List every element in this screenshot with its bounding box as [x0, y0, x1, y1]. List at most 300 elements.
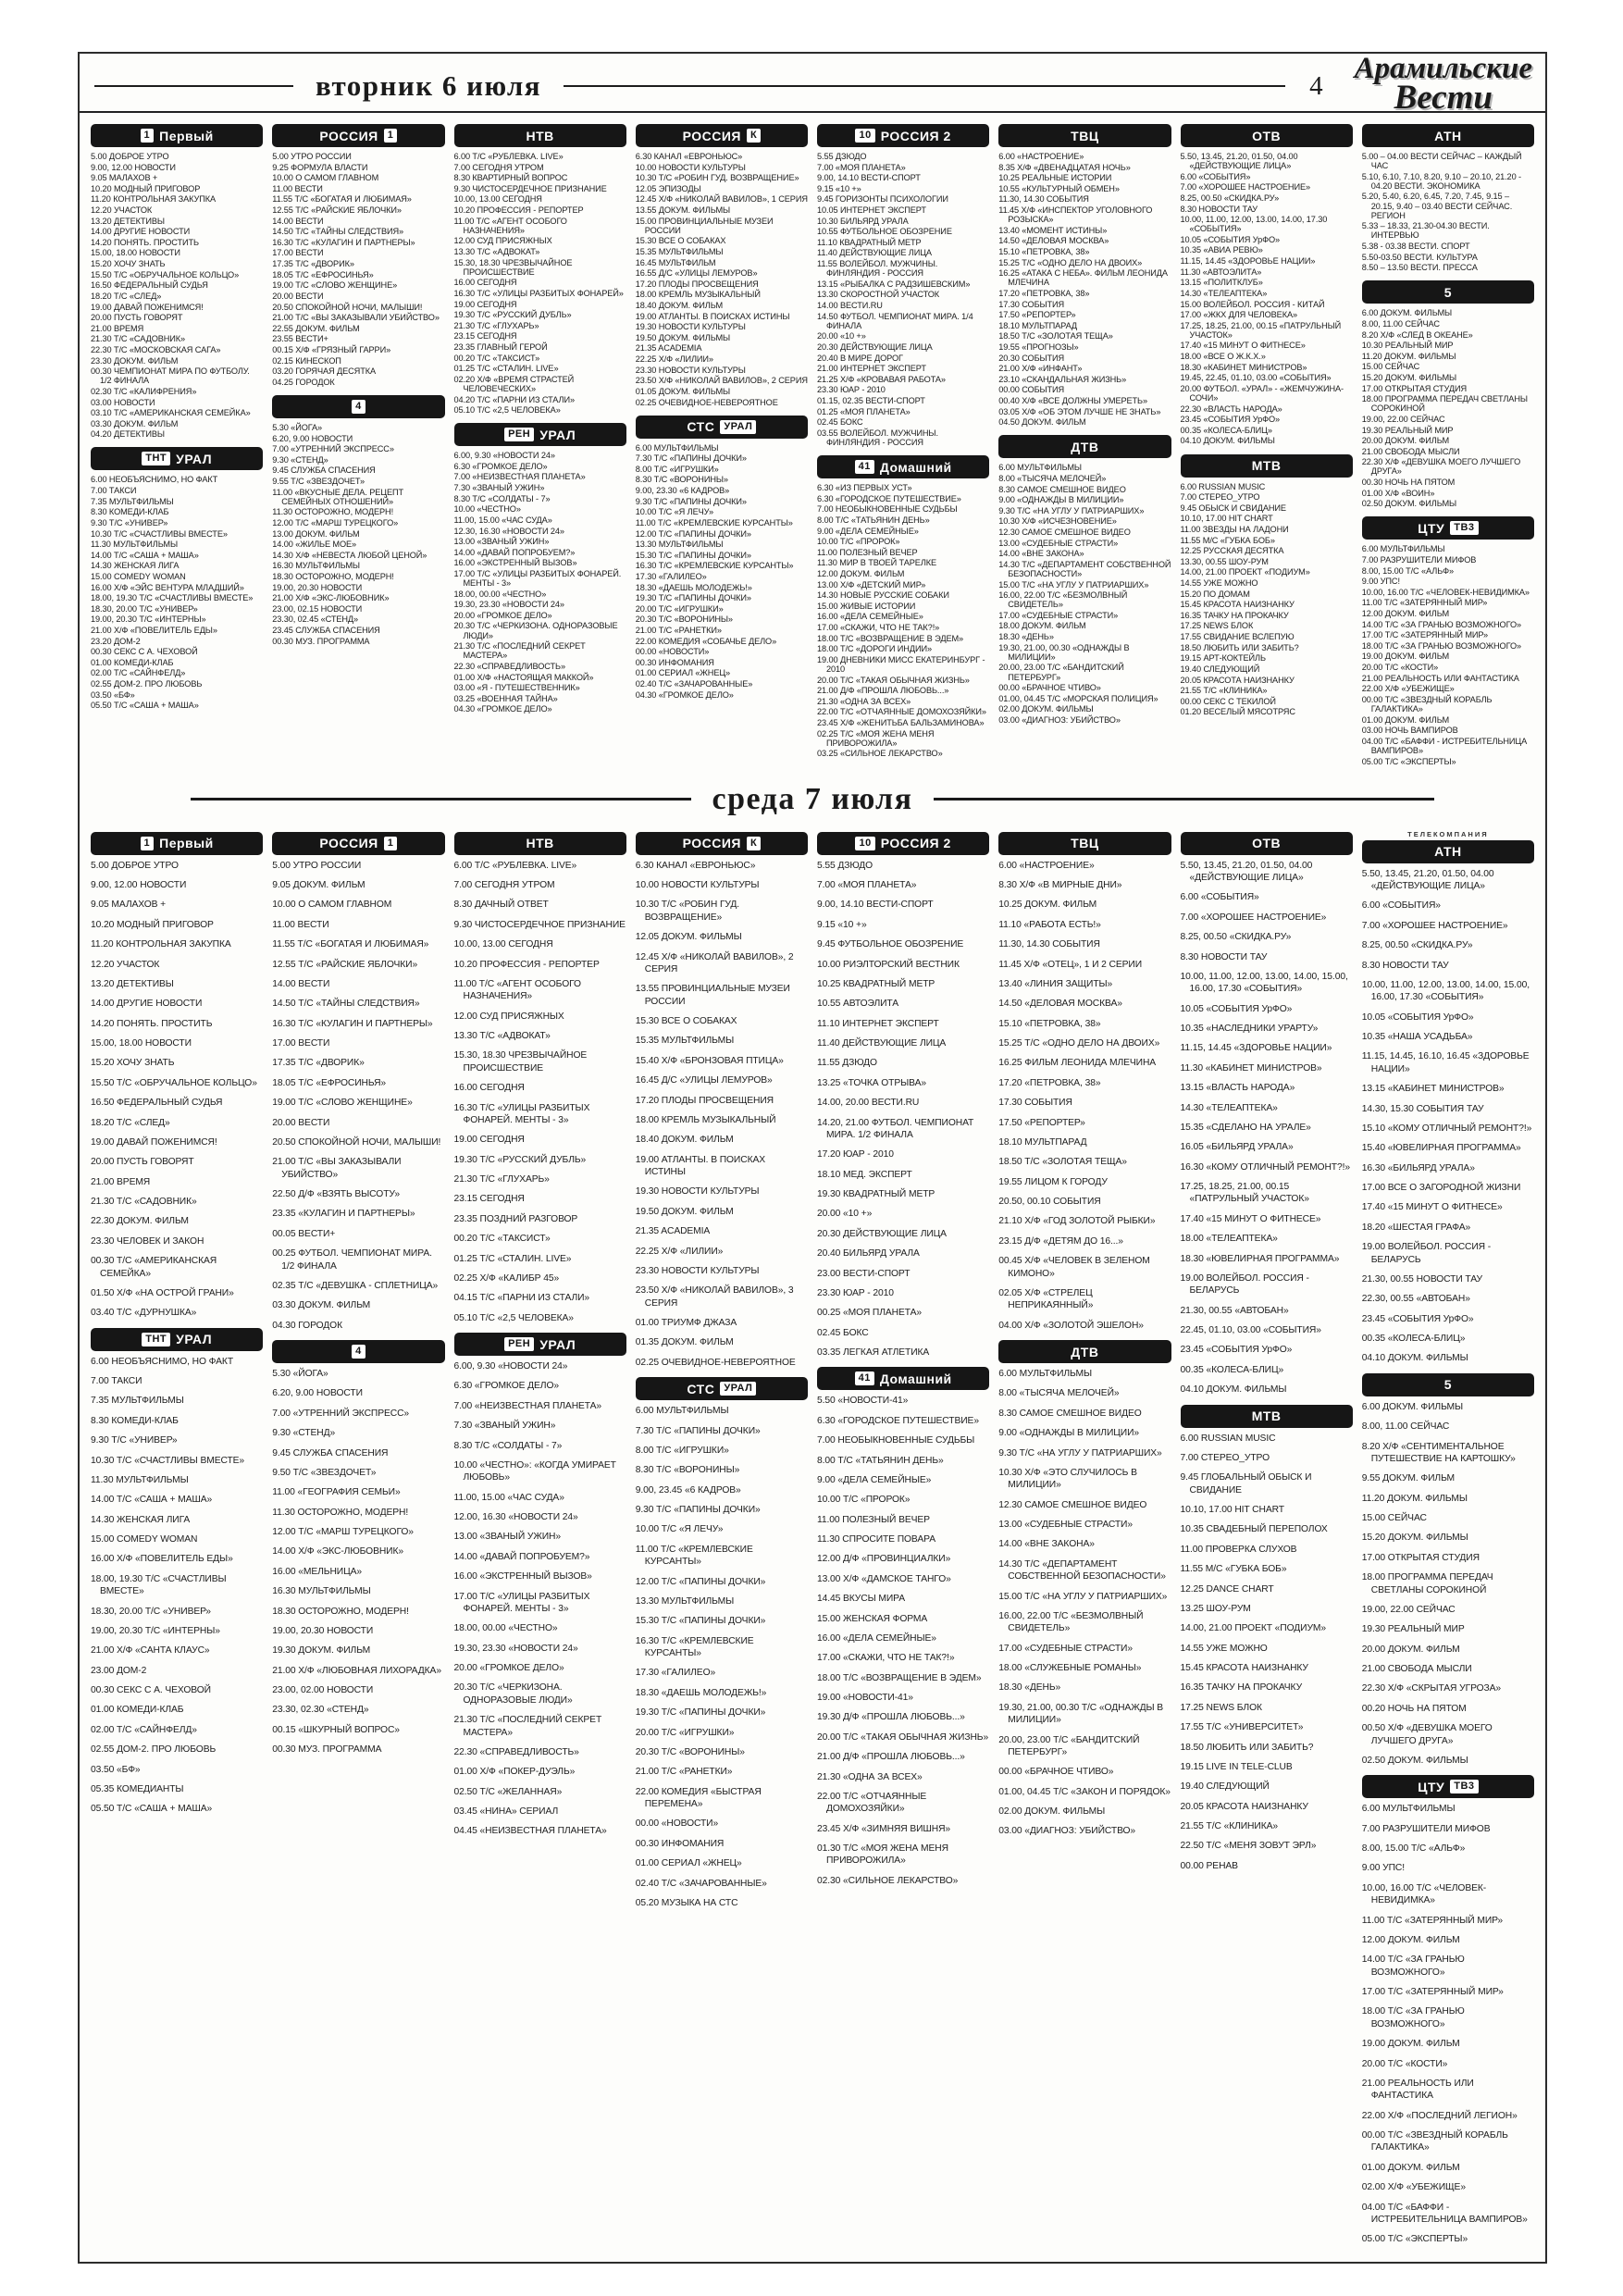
program-item: 12.00 Т/С «ПАПИНЫ ДОЧКИ»	[635, 1576, 766, 1587]
program-item: 21.30, 00.55 «АВТОБАН»	[1180, 1305, 1289, 1316]
program-item: 02.40 Т/С «ЗАЧАРОВАННЫЕ»	[635, 1878, 767, 1889]
program-item: 10.00 «ЧЕСТНО»	[453, 504, 521, 515]
program-item: 17.00 «СУДЕБНЫЕ СТРАСТИ»	[998, 610, 1119, 620]
program-item: 7.00 «ХОРОШЕЕ НАСТРОЕНИЕ»	[1361, 920, 1508, 931]
program-item: 8.30 Х/Ф «В МИРНЫЕ ДНИ»	[998, 880, 1122, 891]
channel-logo-badge: ТВ3	[1450, 521, 1478, 535]
program-item: 7.30 «ЗВАНЫЙ УЖИН»	[453, 483, 545, 493]
program-item: 02.00 ДОКУМ. ФИЛЬМЫ	[998, 704, 1094, 714]
program-item: 13.00 «СУДЕБНЫЕ СТРАСТИ»	[998, 1520, 1133, 1531]
program-item: 13.25 «ТОЧКА ОТРЫВА»	[817, 1077, 926, 1088]
channel-name: ЦТУ	[1418, 1779, 1445, 1794]
program-item: 23.10 «СКАНДАЛЬНАЯ ЖИЗНЬ»	[998, 374, 1127, 384]
program-item: 21.00 Т/С «РАНЕТКИ»	[635, 625, 722, 635]
channel-block	[817, 455, 989, 758]
program-item: 03.00 НОВОСТИ	[91, 397, 155, 407]
program-item: 12.00 ДОКУМ. ФИЛЬМ	[1361, 609, 1450, 619]
channel-block	[454, 423, 626, 714]
program-item: 6.30 КАНАЛ «ЕВРОНЬЮС»	[635, 152, 743, 161]
program-item: 02.25 Х/Ф «КАЛИБР 45»	[453, 1272, 560, 1284]
page-title: вторник 6 июля	[316, 69, 542, 102]
program-item: 10.30 Т/С «СЧАСТЛИВЫ ВМЕСТЕ»	[91, 1455, 245, 1466]
channel-header	[1181, 1405, 1353, 1428]
program-item: 19.00 СЕГОДНЯ	[453, 299, 517, 309]
program-item: 13.00 Х/Ф «ДЕТСКИЙ МИР»	[817, 579, 926, 590]
program-item: 8.30 Т/С «ВОРОНИНЫ»	[635, 475, 728, 485]
program-item: 16.00, 22.00 Т/С «БЕЗМОЛВНЫЙ СВИДЕТЕЛЬ»	[998, 1610, 1144, 1634]
program-item: 11.00 Т/С «АГЕНТ ОСОБОГО НАЗНАЧЕНИЯ»	[453, 216, 567, 235]
channel-block	[1362, 830, 1534, 1365]
program-item: 14.00 «ВНЕ ЗАКОНА»	[998, 1539, 1095, 1550]
program-list	[998, 1368, 1171, 1838]
program-item: 22.50 Т/С «МЕНЯ ЗОВУТ ЭРЛ»	[1180, 1841, 1317, 1852]
program-item: 02.25 ОЧЕВИДНОЕ-НЕВЕРОЯТНОЕ	[635, 1357, 796, 1368]
program-item: 18.00 ПРОГРАММА ПЕРЕДАЧ СВЕТЛАНЫ СОРОКИНОЙ	[1361, 394, 1528, 414]
program-item: 7.00 «МОЯ ПЛАНЕТА»	[817, 162, 906, 172]
program-item: 18.30 «ЮВЕЛИРНАЯ ПРОГРАММА»	[1180, 1253, 1340, 1264]
program-item: 02.00 ДОКУМ. ФИЛЬМЫ	[998, 1806, 1106, 1818]
program-list	[454, 152, 626, 415]
program-item: 20.00 ПУСТЬ ГОВОРЯТ	[91, 1157, 194, 1168]
channel-name: ДТВ	[1071, 1344, 1099, 1359]
program-item: 00.45 Х/Ф «ЧЕЛОВЕК В ЗЕЛЕНОМ КИМОНО»	[998, 1256, 1150, 1279]
program-item: 23.45 «СОБЫТИЯ УрФО»	[1361, 1313, 1474, 1324]
program-item: 18.30 «ДАЕШЬ МОЛОДЕЖЬ!»	[635, 582, 752, 592]
program-item: 19.00, 22.00 СЕЙЧАС	[1361, 1604, 1456, 1615]
program-item: 19.30 КВАДРАТНЫЙ МЕТР	[817, 1189, 935, 1200]
program-item: 00.05 ВЕСТИ+	[272, 1228, 336, 1239]
program-item: 9.00 УПС!	[1361, 577, 1400, 587]
program-item: 15.30, 18.30 ЧРЕЗВЫЧАЙНОЕ ПРОИСШЕСТВИЕ	[453, 257, 573, 277]
program-item: 14.20, 21.00 ФУТБОЛ. ЧЕМПИОНАТ МИРА. 1/2 ФИНАЛА	[817, 1117, 974, 1140]
program-item: 17.55 СВИДАНИЕ ВСЛЕПУЮ	[1180, 632, 1295, 642]
program-item: 04.20 Т/С «ПАРНИ ИЗ СТАЛИ»	[453, 394, 575, 404]
program-item: 10.30 Т/С «СЧАСТЛИВЫ ВМЕСТЕ»	[91, 528, 228, 539]
program-item: 20.30 Т/С «ВОРОНИНЫ»	[635, 614, 733, 625]
program-item: 7.00 НЕОБЫКНОВЕННЫЕ СУДЬБЫ	[817, 504, 958, 515]
program-item: 15.30 Т/С «ПАПИНЫ ДОЧКИ»	[635, 1616, 766, 1627]
channel-block	[454, 124, 626, 415]
program-item: 10.20 МОДНЫЙ ПРИГОВОР	[91, 919, 214, 930]
program-item: 15.00 Т/С «НА УГЛУ У ПАТРИАРШИХ»	[998, 1591, 1168, 1602]
program-item: 12.30 САМОЕ СМЕШНОЕ ВИДЕО	[998, 1499, 1147, 1510]
program-item: 23.15 СЕГОДНЯ	[453, 331, 517, 341]
program-item: 02.30 «СИЛЬНОЕ ЛЕКАРСТВО»	[817, 1875, 959, 1886]
program-item: 23.30 НОВОСТИ КУЛЬТУРЫ	[635, 365, 746, 375]
program-item: 03.50 «БФ»	[91, 1764, 141, 1775]
program-item: 12.45 Х/Ф «НИКОЛАЙ ВАВИЛОВ», 1 СЕРИЯ	[635, 194, 808, 205]
program-item: 01.00 Х/Ф «ВОИН»	[1361, 488, 1435, 498]
channel-logo-badge: РЕН	[504, 428, 534, 441]
program-item: 18.40 ДОКУМ. ФИЛЬМ	[635, 1135, 734, 1146]
program-item: 14.00 ДРУГИЕ НОВОСТИ	[91, 999, 203, 1010]
program-item: 13.00 Х/Ф «ДАМСКОЕ ТАНГО»	[817, 1573, 951, 1584]
program-item: 19.00 СЕГОДНЯ	[453, 1135, 525, 1146]
program-item: 8.30 НОВОСТИ ТАУ	[1361, 960, 1449, 971]
program-item: 9.30 «СТЕНД»	[272, 1428, 336, 1439]
program-item: 10.00, 11.00, 12.00, 13.00, 14.00, 15.00, 16.00, 17.30 «СОБЫТИЯ»	[1180, 971, 1348, 995]
program-item: 00.50 Х/Ф «ДЕВУШКА МОЕГО ЛУЧШЕГО ДРУГА»	[1361, 1723, 1493, 1746]
program-item: 20.05 КРАСОТА НАИЗНАНКУ	[1180, 1801, 1308, 1812]
program-item: 16.30 Т/С «КРЕМЛЕВСКИЕ КУРСАНТЫ»	[635, 1635, 754, 1659]
program-item: 14.00 Х/Ф «ЭКС-ЛЮБОВНИК»	[272, 1546, 404, 1558]
program-item: 21.30 Т/С «ПОСЛЕДНИЙ СЕКРЕТ МАСТЕРА»	[453, 1715, 602, 1738]
program-item: 8.00, 11.00 СЕЙЧАС	[1361, 318, 1440, 329]
program-item: 05.00 Т/С «ЭКСПЕРТЫ»	[1361, 2234, 1468, 2245]
masthead	[1354, 52, 1536, 118]
program-item: 03.35 ЛЕГКАЯ АТЛЕТИКА	[817, 1347, 930, 1359]
program-item: 14.00, 21.00 ПРОЕКТ «ПОДИУМ»	[1180, 1623, 1327, 1634]
program-item: 02.00 Х/Ф «УБЕЖИЩЕ»	[1361, 2182, 1466, 2193]
program-item: 17.00 ОТКРЫТАЯ СТУДИЯ	[1361, 383, 1468, 393]
program-item: 00.30 ИНФОМАНИЯ	[635, 657, 714, 667]
channel-name: ТВЦ	[1071, 128, 1099, 143]
program-item: 01.25 Т/С «СТАЛИН. LIVE»	[453, 364, 559, 374]
channel-block	[1362, 1775, 1534, 2245]
program-item: 03.45 «НИНА» СЕРИАЛ	[453, 1806, 559, 1818]
program-item: 16.00 Х/Ф «ПОВЕЛИТЕЛЬ ЕДЫ»	[91, 1554, 233, 1565]
program-list	[636, 860, 808, 1370]
channel-name: Домашний	[879, 459, 952, 475]
program-item: 17.40 «15 МИНУТ О ФИТНЕСЕ»	[1361, 1202, 1503, 1213]
program-item: 01.00, 04.45 Т/С «МОРСКАЯ ПОЛИЦИЯ»	[998, 693, 1158, 703]
program-item: 8.25, 00.50 «СКИДКА.РУ»	[1361, 940, 1473, 951]
program-item: 14.00 Т/С «САША + МАША»	[91, 1495, 213, 1506]
channel-block	[1181, 1405, 1353, 1873]
program-item: 16.00 Х/Ф «ЭЙС ВЕНТУРА МЛАДШИЙ»	[91, 582, 244, 592]
program-item: 12.05 ДОКУМ. ФИЛЬМЫ	[635, 932, 742, 943]
program-item: 15.20 ХОЧУ ЗНАТЬ	[91, 259, 166, 269]
channel-name: АТН	[1434, 844, 1462, 860]
program-item: 04.00 Т/С «БАФФИ - ИСТРЕБИТЕЛЬНИЦА ВАМПИРОВ»	[1361, 736, 1528, 755]
program-item: 00.25 «МОЯ ПЛАНЕТА»	[817, 1308, 922, 1319]
program-list	[1362, 868, 1534, 1365]
program-item: 22.30 «СПРАВЕДЛИВОСТЬ»	[453, 661, 565, 671]
divider-rule-left	[191, 798, 691, 800]
program-item: 5.00 УТРО РОССИИ	[272, 152, 352, 161]
program-item: 04.50 ДОКУМ. ФИЛЬМ	[998, 417, 1086, 428]
program-item: 23.50 Х/Ф «НИКОЛАЙ ВАВИЛОВ», 3 СЕРИЯ	[635, 1285, 794, 1309]
program-item: 10.25 РЕАЛЬНЫЕ ИСТОРИИ	[998, 173, 1112, 183]
program-item: 15.35 «СДЕЛАНО НА УРАЛЕ»	[1180, 1122, 1311, 1133]
program-item: 00.20 Т/С «ТАКСИСТ»	[453, 1234, 551, 1245]
program-item: 18.20 Т/С «СЛЕД»	[91, 1117, 170, 1128]
program-item: 15.40 «ЮВЕЛИРНАЯ ПРОГРАММА»	[1361, 1143, 1521, 1154]
channel-name: РОССИЯ	[682, 128, 741, 143]
program-item: 03.00 «Я - ПУТЕШЕСТВЕННИК»	[453, 683, 580, 693]
program-item: 16.30 МУЛЬТФИЛЬМЫ	[272, 1586, 371, 1597]
program-item: 23.00 ВЕСТИ-СПОРТ	[817, 1268, 911, 1279]
program-item: 7.00 «ХОРОШЕЕ НАСТРОЕНИЕ»	[1180, 182, 1310, 192]
program-item: 17.25, 18.25, 21.00, 00.15 «ПАТРУЛЬНЫЙ УЧАСТОК»	[1180, 1182, 1309, 1205]
program-item: 19.30 НОВОСТИ КУЛЬТУРЫ	[635, 1186, 760, 1198]
program-item: 5.50, 13.45, 21.20, 01.50, 04.00 «ДЕЙСТВУЮЩИЕ ЛИЦА»	[1361, 868, 1494, 892]
program-item: 04.30 ГОРОДОК	[272, 1320, 342, 1331]
program-item: 04.10 ДОКУМ. ФИЛЬМЫ	[1361, 1353, 1468, 1364]
program-item: 10.00 Т/С «ПРОРОК»	[817, 537, 900, 547]
program-item: 02.35 Т/С «ДЕВУШКА - СПЛЕТНИЦА»	[272, 1280, 439, 1291]
program-item: 15.00 ПРОВИНЦИАЛЬНЫЕ МУЗЕИ РОССИИ	[635, 216, 774, 235]
program-item: 15.20 ПО ДОМАМ	[1180, 589, 1250, 599]
program-item: 16.00 «ЭКСТРЕННЫЙ ВЫЗОВ»	[453, 1571, 592, 1582]
program-item: 10.00 Т/С «Я ЛЕЧУ»	[635, 507, 713, 517]
program-item: 8.20 Х/Ф «СЛЕД В ОКЕАНЕ»	[1361, 329, 1473, 340]
program-item: 11.30 СПРОСИТЕ ПОВАРА	[817, 1534, 935, 1545]
program-item: 23.30 ЧЕЛОВЕК И ЗАКОН	[91, 1235, 204, 1247]
program-item: 23.20 ДОМ-2	[91, 636, 141, 646]
channel-column	[91, 830, 263, 1824]
program-item: 9.00, 23.45 «6 КАДРОВ»	[635, 1484, 741, 1496]
program-item: 14.50 Т/С «ТАЙНЫ СЛЕДСТВИЯ»	[272, 999, 420, 1010]
channel-logo-badge: 1	[384, 129, 398, 143]
program-item: 19.00 АТЛАНТЫ. В ПОИСКАХ ИСТИНЫ	[635, 311, 790, 321]
program-item: 18.40 ДОКУМ. ФИЛЬМ	[635, 301, 724, 311]
program-item: 21.00 Т/С «РАНЕТКИ»	[635, 1767, 733, 1778]
program-item: 10.20 ПРОФЕССИЯ - РЕПОРТЕР	[453, 205, 584, 216]
channel-logo-badge: 1	[141, 129, 155, 143]
program-item: 18.10 МЕД. ЭКСПЕРТ	[817, 1169, 912, 1180]
program-item: 17.00 Т/С «ЗАТЕРЯННЫЙ МИР»	[1361, 630, 1488, 640]
program-item: 6.00 RUSSIAN MUSIC	[1180, 481, 1266, 491]
program-item: 22.30 Х/Ф «СКРЫТАЯ УГРОЗА»	[1361, 1683, 1502, 1694]
program-item: 17.00 «СКАЖИ, ЧТО НЕ ТАК?!»	[817, 622, 940, 632]
program-item: 21.00 Т/С «ВЫ ЗАКАЗЫВАЛИ УБИЙСТВО»	[272, 1157, 402, 1180]
channel-block	[272, 1340, 444, 1756]
program-item: 7.00 «УТРЕННИЙ ЭКСПРЕСС»	[272, 444, 394, 454]
channel-header	[454, 423, 626, 446]
program-item: 17.00 Т/С «УЛИЦЫ РАЗБИТЫХ ФОНАРЕЙ. МЕНТЫ - 3»	[453, 568, 622, 589]
program-item: 19.00 Т/С «СЛОВО ЖЕНЩИНЕ»	[272, 280, 398, 291]
channel-header	[454, 832, 626, 855]
program-item: 23.35 ПОЗДНИЙ РАЗГОВОР	[453, 1213, 578, 1224]
program-item: 16.00, 22.00 Т/С «БЕЗМОЛВНЫЙ СВИДЕТЕЛЬ»	[998, 590, 1128, 610]
channel-column	[636, 830, 808, 1918]
program-list	[1362, 152, 1534, 272]
program-item: 18.50 Т/С «ЗОЛОТАЯ ТЕЩА»	[998, 331, 1113, 341]
program-item: 23.15 Д/Ф «ДЕТЯМ ДО 16...»	[998, 1235, 1123, 1247]
channel-header	[998, 832, 1171, 855]
program-item: 01.00 ТРИУМФ ДЖАЗА	[635, 1318, 737, 1329]
program-item: 19.30 Т/С «ПАПИНЫ ДОЧКИ»	[635, 593, 751, 603]
program-item: 8.30 КОМЕДИ-КЛАБ	[91, 1415, 179, 1426]
program-item: 11.20 ДОКУМ. ФИЛЬМЫ	[1361, 1493, 1468, 1504]
program-item: 21.00 РЕАЛЬНОСТЬ ИЛИ ФАНТАСТИКА	[1361, 673, 1519, 683]
program-item: 6.00 «НАСТРОЕНИЕ»	[998, 860, 1095, 871]
program-item: 15.30 ВСЕ О СОБАКАХ	[635, 1016, 737, 1027]
channel-header	[817, 124, 989, 147]
program-item: 20.00 ВЕСТИ	[272, 1117, 330, 1128]
program-item: 8.35 Х/Ф «ДВЕНАДЦАТАЯ НОЧЬ»	[998, 162, 1131, 172]
program-item: 5.10, 6.10, 7.10, 8.20, 9.10 – 20.10, 21.20 - 04.20 ВЕСТИ. ЭКОНОМИКА	[1361, 171, 1521, 191]
program-item: 04.10 ДОКУМ. ФИЛЬМЫ	[1180, 1384, 1287, 1396]
program-item: 18.10 МУЛЬТПАРАД	[998, 320, 1078, 330]
program-item: 18.30 «КАБИНЕТ МИНИСТРОВ»	[1180, 362, 1307, 372]
program-item: 13.30 Т/С «АДВОКАТ»	[453, 246, 540, 256]
program-item: 10.30 Т/С «РОБИН ГУД. ВОЗВРАЩЕНИЕ»	[635, 173, 799, 183]
program-item: 8.00 Т/С «ИГРУШКИ»	[635, 1445, 729, 1456]
program-item: 20.00 ДОКУМ. ФИЛЬМ	[1361, 436, 1450, 446]
program-item: 14.00 «ЖИЛЬЕ МОЕ»	[272, 540, 357, 550]
program-item: 00.00 РЕНАВ	[1180, 1860, 1238, 1871]
program-item: 6.00 Т/С «РУБЛЕВКА. LIVE»	[453, 860, 577, 871]
program-item: 00.15 Х/Ф «ГРЯЗНЫЙ ГАРРИ»	[272, 344, 391, 354]
program-item: 9.15 «10 +»	[817, 919, 867, 930]
program-item: 18.00 Т/С «ЗА ГРАНЬЮ ВОЗМОЖНОГО»	[1361, 640, 1521, 651]
channel-logo-badge: РЕН	[504, 1337, 534, 1351]
program-item: 11.30 ОСТОРОЖНО, МОДЕРН!	[272, 507, 394, 517]
program-item: 10.10, 17.00 HIT CHART	[1180, 1505, 1284, 1516]
program-item: 23.45 «СОБЫТИЯ УрФО»	[1180, 1345, 1293, 1356]
program-item: 11.00 ВЕСТИ	[272, 919, 329, 930]
program-item: 16.30 Т/С «УЛИЦЫ РАЗБИТЫХ ФОНАРЕЙ. МЕНТЫ - 3»	[453, 1102, 590, 1125]
program-item: 6.00 RUSSIAN MUSIC	[1180, 1433, 1276, 1444]
program-item: 20.00 Т/С «ТАКАЯ ОБЫЧНАЯ ЖИЗНЬ»	[817, 1731, 989, 1743]
program-item: 20.00, 23.00 Т/С «БАНДИТСКИЙ ПЕТЕРБУРГ»	[998, 663, 1124, 682]
program-item: 22.30 ДОКУМ. ФИЛЬМ	[91, 1216, 189, 1227]
program-item: 7.00 «НЕИЗВЕСТНАЯ ПЛАНЕТА»	[453, 472, 586, 482]
program-item: 23.45 «СОБЫТИЯ УрФО»	[1180, 415, 1281, 425]
program-item: 23.55 ВЕСТИ+	[272, 334, 328, 344]
program-item: 18.50 ЛЮБИТЬ ИЛИ ЗАБИТЬ?	[1180, 1742, 1314, 1753]
program-item: 6.30 «ГОРОДСКОЕ ПУТЕШЕСТВИЕ»	[817, 493, 961, 503]
channel-name: МТВ	[1251, 458, 1282, 474]
program-item: 13.15 «РЫБАЛКА С РАДЗИШЕВСКИМ»	[817, 279, 971, 289]
program-item: 8.00, 15.00 Т/С «АЛЬФ»	[1361, 1843, 1466, 1855]
program-list	[817, 483, 989, 758]
channel-name: РОССИЯ	[319, 836, 378, 851]
program-item: 16.00 СЕГОДНЯ	[453, 278, 517, 288]
program-item: 04.45 «НЕИЗВЕСТНАЯ ПЛАНЕТА»	[453, 1826, 607, 1837]
program-item: 11.30 «КАБИНЕТ МИНИСТРОВ»	[1180, 1062, 1322, 1074]
program-item: 5.00 УТРО РОССИИ	[272, 860, 362, 871]
channel-header	[91, 124, 263, 147]
program-item: 15.00 COMEDY WOMAN	[91, 571, 186, 581]
program-item: 12.00 СУД ПРИСЯЖНЫХ	[453, 236, 552, 246]
program-item: 21.00 Д/Ф «ПРОШЛА ЛЮБОВЬ...»	[817, 1752, 965, 1763]
program-item: 22.00 КОМЕДИЯ «БЫСТРАЯ ПЕРЕМЕНА»	[635, 1786, 762, 1810]
program-item: 20.05 КРАСОТА НАИЗНАНКУ	[1180, 675, 1295, 685]
program-item: 16.00 «ЭКСТРЕННЫЙ ВЫЗОВ»	[453, 558, 577, 568]
program-item: 11.00, 15.00 «ЧАС СУДА»	[453, 1492, 564, 1503]
program-item: 14.30 Т/С «ДЕПАРТАМЕНТ СОБСТВЕННОЙ БЕЗОПАСНОСТИ»	[998, 559, 1171, 578]
program-list	[1181, 1433, 1353, 1873]
program-item: 11.00 Т/С «КРЕМЛЕВСКИЕ КУРСАНТЫ»	[635, 1544, 753, 1568]
program-item: 19.00 ВОЛЕЙБОЛ. РОССИЯ - БЕЛАРУСЬ	[1361, 1242, 1492, 1265]
program-item: 04.20 ДЕТЕКТИВЫ	[91, 429, 165, 440]
program-item: 23.30 НОВОСТИ КУЛЬТУРЫ	[635, 1265, 760, 1276]
program-item: 12.55 Т/С «РАЙСКИЕ ЯБЛОЧКИ»	[272, 205, 402, 216]
program-item: 20.00, 23.00 Т/С «БАНДИТСКИЙ ПЕТЕРБУРГ»	[998, 1734, 1140, 1757]
program-item: 18.00 «СЛУЖЕБНЫЕ РОМАНЫ»	[998, 1663, 1142, 1674]
program-list	[272, 860, 444, 1332]
channel-logo-badge: К	[747, 837, 761, 850]
program-item: 15.20 ДОКУМ. ФИЛЬМЫ	[1361, 1533, 1468, 1544]
program-item: 20.30 Т/С «ЧЕРКИЗОНА. ОДНОРАЗОВЫЕ ЛЮДИ»	[453, 1682, 573, 1706]
program-item: 6.30 «ИЗ ПЕРВЫХ УСТ»	[817, 483, 912, 493]
channel-block	[454, 832, 626, 1324]
program-item: 19.30, 23.30 «НОВОСТИ 24»	[453, 1643, 578, 1654]
program-item: 14.00 «ВНЕ ЗАКОНА»	[998, 549, 1084, 559]
channel-block	[91, 447, 263, 710]
program-item: 5.55 ДЗЮДО	[817, 152, 867, 161]
program-item: 03.30 ДОКУМ. ФИЛЬМ	[91, 418, 179, 428]
program-item: 9.00 УПС!	[1361, 1863, 1405, 1874]
program-item: 6.00 Т/С «РУБЛЕВКА. LIVE»	[453, 152, 564, 161]
program-item: 9.50 Т/С «ЗВЕЗДОЧЕТ»	[272, 1467, 377, 1478]
program-item: 11.55 Т/С «БОГАТАЯ И ЛЮБИМАЯ»	[272, 939, 429, 950]
program-item: 21.30 Т/С «САДОВНИК»	[91, 334, 186, 344]
program-item: 00.30 МУЗ. ПРОГРАММА	[272, 1744, 382, 1756]
program-list	[817, 152, 989, 447]
program-item: 01.05 ДОКУМ. ФИЛЬМЫ	[635, 386, 731, 396]
program-item: 23.35 «КУЛАГИН И ПАРТНЕРЫ»	[272, 1209, 415, 1220]
program-item: 8.00 Т/С «ТАТЬЯНИН ДЕНЬ»	[817, 1455, 944, 1466]
program-item: 12.00, 16.30 «НОВОСТИ 24»	[453, 1512, 578, 1523]
program-item: 16.00 СЕГОДНЯ	[453, 1083, 525, 1094]
channel-name: НТВ	[526, 128, 554, 143]
program-item: 21.00 Х/Ф «ПОВЕЛИТЕЛЬ ЕДЫ»	[91, 625, 217, 635]
channel-column	[272, 122, 444, 654]
program-item: 20.30 СОБЫТИЯ	[998, 353, 1065, 363]
program-item: 17.55 Т/С «УНИВЕРСИТЕТ»	[1180, 1722, 1304, 1733]
channel-header	[1362, 840, 1534, 863]
channel-logo-badge: 1	[141, 837, 155, 850]
program-item: 6.00 МУЛЬТФИЛЬМЫ	[635, 442, 719, 453]
program-item: 20.50, 00.10 СОБЫТИЯ	[998, 1197, 1101, 1208]
program-item: 23.30 ЮАР - 2010	[817, 385, 886, 395]
program-item: 6.00 МУЛЬТФИЛЬМЫ	[1361, 1804, 1456, 1815]
program-item: 5.00 ДОБРОЕ УТРО	[91, 860, 179, 871]
program-list	[1362, 1401, 1534, 1768]
channel-block	[998, 124, 1171, 427]
program-item: 19.30 Т/С «РУССКИЙ ДУБЛЬ»	[453, 1154, 587, 1165]
program-item: 20.30 ДЕЙСТВУЮЩИЕ ЛИЦА	[817, 341, 933, 352]
program-item: 6.20, 9.00 НОВОСТИ	[272, 1388, 363, 1399]
program-item: 19.00, 22.00 СЕЙЧАС	[1361, 414, 1445, 424]
program-item: 16.55 Д/С «УЛИЦЫ ЛЕМУРОВ»	[635, 268, 758, 279]
program-item: 21.55 Т/С «КЛИНИКА»	[1180, 686, 1268, 696]
program-item: 17.35 Т/С «ДВОРИК»	[272, 259, 354, 269]
program-list	[91, 860, 263, 1320]
program-item: 23.45 Х/Ф «ЗИМНЯЯ ВИШНЯ»	[817, 1823, 951, 1834]
channel-logo-badge: ТВ3	[1450, 1780, 1478, 1793]
program-item: 21.55 Т/С «КЛИНИКА»	[1180, 1821, 1278, 1832]
channel-name: РОССИЯ 2	[880, 836, 951, 851]
program-item: 10.55 ФУТБОЛЬНОЕ ОБОЗРЕНИЕ	[817, 227, 952, 237]
program-item: 03.25 «ВОЕННАЯ ТАЙНА»	[453, 693, 558, 703]
program-item: 17.00 ВСЕ О ЗАГОРОДНОЙ ЖИЗНИ	[1361, 1183, 1521, 1194]
program-item: 15.35 МУЛЬТФИЛЬМЫ	[635, 1036, 735, 1047]
program-item: 9.45 СЛУЖБА СПАСЕНИЯ	[272, 465, 376, 476]
program-item: 00.35 «КОЛЕСА-БЛИЦ»	[1180, 425, 1272, 435]
channel-name: Первый	[159, 128, 214, 143]
program-item: 02.55 ДОМ-2. ПРО ЛЮБОВЬ	[91, 679, 203, 689]
program-item: 10.00, 13.00 СЕГОДНЯ	[453, 939, 553, 950]
program-item: 19.55 «ПРОГНОЗЫ»	[998, 341, 1079, 352]
program-item: 11.45 Х/Ф «ИНСПЕКТОР УГОЛОВНОГО РОЗЫСКА»	[998, 205, 1153, 225]
program-item: 11.00 ПОЛЕЗНЫЙ ВЕЧЕР	[817, 547, 918, 557]
program-item: 8.30 КВАРТИРНЫЙ ВОПРОС	[453, 173, 568, 183]
channel-block	[91, 1328, 263, 1816]
channel-logo-badge: ТНТ	[142, 452, 170, 465]
channel-block	[1362, 124, 1534, 272]
program-item: 8.00 Т/С «ТАТЬЯНИН ДЕНЬ»	[817, 515, 930, 525]
channel-block	[817, 1367, 989, 1887]
program-list	[1362, 308, 1534, 508]
program-item: 7.35 МУЛЬТФИЛЬМЫ	[91, 496, 174, 506]
program-item: 00.15 «ШКУРНЫЙ ВОПРОС»	[272, 1724, 400, 1735]
program-item: 17.25, 18.25, 21.00, 00.15 «ПАТРУЛЬНЫЙ УЧАСТОК»	[1180, 320, 1342, 340]
